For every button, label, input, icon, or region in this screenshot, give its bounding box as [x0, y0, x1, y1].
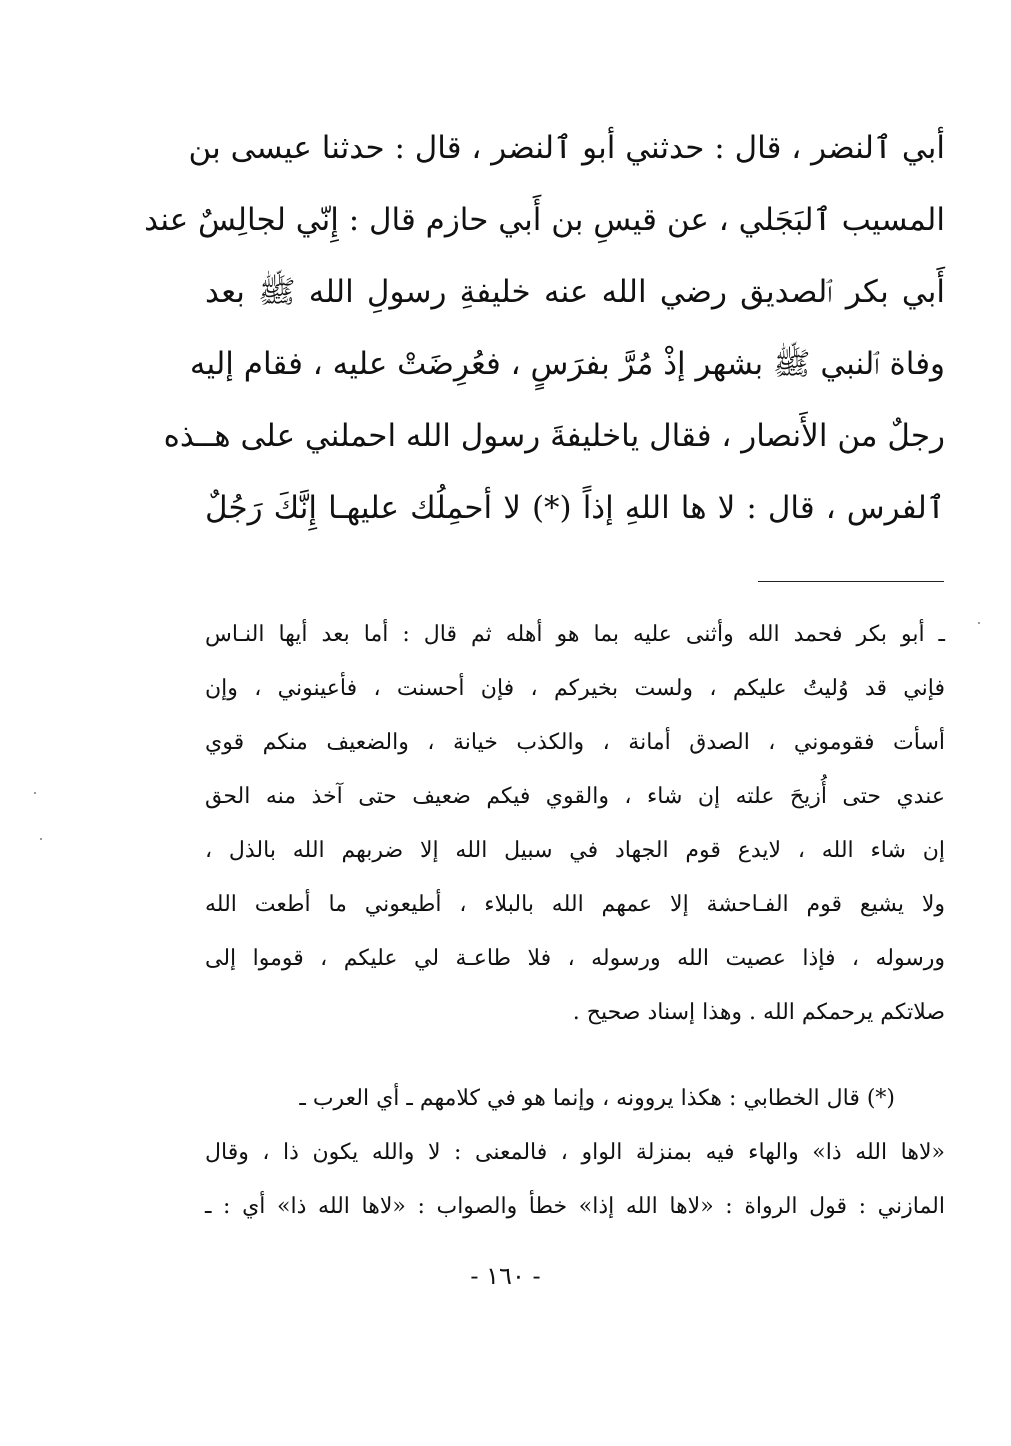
main-text-block [144, 112, 945, 544]
main-text-line: المسيب ٱلبَجَلي ، عن قيسِ بن أَبي حازم قال : إِنّي لجالِسٌ عند [144, 202, 945, 238]
footnote-line: أسأت فقوموني ، الصدق أمانة ، والكذب خيانة ، والضعيف منكم قوي [205, 730, 945, 755]
footnote-line: صلاتكم يرحمكم الله . وهذا إسناد صحيح . [572, 1000, 945, 1025]
footnote-line: ـ أبو بكر فحمد الله وأثنى عليه بما هو أهله ثم قال : أما بعد أيها النـاس [205, 622, 945, 647]
main-text-line: رجلٌ من الأَنصار ، فقال ياخليفةَ رسول الله احملني على هــذه [163, 418, 945, 454]
footnote-line: إن شاء الله ، لايدع قوم الجهاد في سبيل الله إلا ضربهم الله بالذل ، [205, 838, 945, 863]
footnote-star-line: «لاها الله ذا» والهاء فيه بمنزلة الواو ، فالمعنى : لا والله يكون ذا ، وقال [205, 1140, 945, 1165]
footnote-star-line: (*) قال الخطابي : هكذا يروونه ، وإنما هو في كلامهم ـ أي العرب ـ [299, 1086, 895, 1111]
main-text-line: وفاة ٱلنبي ﷺ بشهر إذْ مُرَّ بفرَسٍ ، فعُرِضَتْ عليه ، فقام إليه [189, 346, 945, 382]
main-text-line: أبي ٱلنضر ، قال : حدثني أبو ٱلنضر ، قال : حدثنا عيسى بن [188, 130, 945, 166]
scan-speck [40, 838, 42, 840]
footnote-line: ولا يشيع قوم الفـاحشة إلا عمهم الله بالبلاء ، أطيعوني ما أطعت الله [205, 892, 945, 917]
main-text-line: أَبي بكر ٱلصديق رضي الله عنه خليفةِ رسولِ الله ﷺ بعد [205, 274, 945, 310]
page-number: - ١٦٠ - [470, 1262, 541, 1290]
footnote-star-line: المازني : قول الرواة : «لاها الله إذا» خطأ والصواب : «لاها الله ذا» أي : ـ [205, 1194, 945, 1219]
scan-speck [978, 622, 980, 624]
footnote-star-block [205, 1072, 945, 1234]
main-text-line: ٱلفرس ، قال : لا ها اللهِ إذاً (*) لا أحمِلُك عليهـا إِنَّكَ رَجُلٌ [205, 490, 945, 526]
footnote-line: عندي حتى أُزيحَ علته إن شاء ، والقوي فيكم ضعيف حتى آخذ منه الحق [205, 784, 945, 809]
footnote-continuation-block [205, 608, 945, 1040]
footnote-line: فإني قد وُليتُ عليكم ، ولست بخيركم ، فإن أحسنت ، فأعينوني ، وإن [205, 676, 945, 701]
scan-speck [34, 792, 36, 794]
footnote-line: ورسوله ، فإذا عصيت الله ورسوله ، فلا طاعـة لي عليكم ، قوموا إلى [205, 946, 945, 971]
footnote-separator [758, 581, 944, 582]
